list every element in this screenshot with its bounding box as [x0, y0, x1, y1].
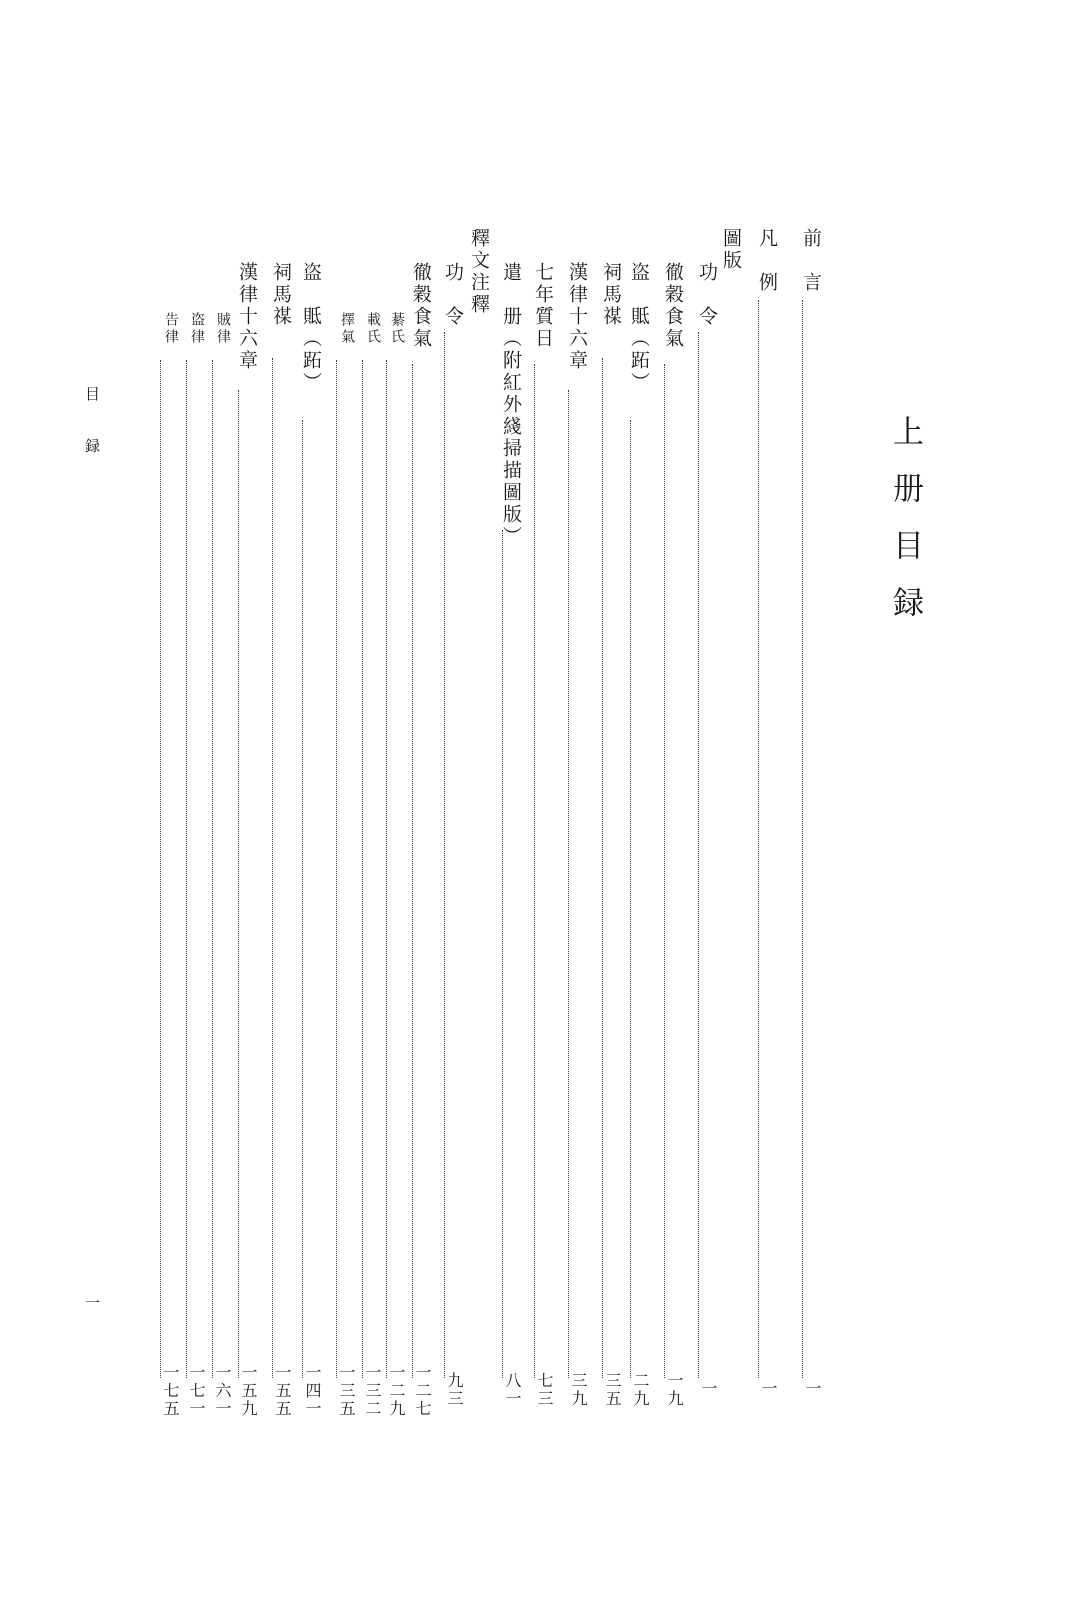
toc-leader-dots [412, 364, 413, 1378]
page-title: 上册目録 [887, 415, 923, 643]
toc-entry-label: 盗 貾（跖） [628, 262, 650, 394]
toc-entry-label: 釋文注釋 [468, 228, 490, 316]
running-head: 目 録 [83, 386, 101, 464]
toc-leader-dots [502, 530, 503, 1378]
toc-entry[interactable] [586, 0, 620, 1599]
toc-page-number: 一二七 [413, 1364, 432, 1418]
toc-entry-label: 載氏 [365, 312, 381, 346]
toc-leader-dots [160, 360, 161, 1378]
toc-entry-label: 七年質日 [532, 262, 554, 350]
toc-leader-dots [186, 360, 187, 1378]
toc-entry[interactable] [286, 0, 320, 1599]
toc-leader-dots [568, 390, 569, 1378]
toc-entry-label: 祠馬禖 [600, 262, 622, 328]
toc-entry-label: 漢律十六章 [236, 262, 258, 372]
toc-entry-label: 漢律十六章 [566, 262, 588, 372]
toc-page-number: 二九 [631, 1372, 650, 1408]
toc-page-number: 一九 [665, 1372, 684, 1408]
toc-entry-label: 功 令 [696, 262, 718, 328]
toc-entry-label: 賊律 [215, 312, 231, 346]
toc-leader-dots [272, 358, 273, 1378]
toc-page-number: 一二九 [387, 1364, 406, 1418]
toc-page-number: 一四一 [303, 1364, 322, 1418]
toc-entry[interactable] [320, 0, 354, 1599]
toc-page-number: 一 [803, 1380, 822, 1398]
toc-entry[interactable] [648, 0, 682, 1599]
toc-entry[interactable] [144, 0, 178, 1599]
toc-page-number: 一三五 [337, 1364, 356, 1418]
toc-entry[interactable] [742, 0, 776, 1599]
toc-entry-label: 遣 册（附紅外綫掃描圖版） [500, 262, 522, 548]
toc-entry-label: 功 令 [442, 262, 464, 328]
toc-leader-dots [238, 390, 239, 1378]
toc-page-number: 一 [759, 1380, 778, 1398]
toc-page-number: 一 [699, 1380, 718, 1398]
folio-number: 一 [83, 1295, 101, 1310]
toc-entry-label: 徹穀食氣 [410, 262, 432, 350]
toc-page-number: 八一 [503, 1372, 522, 1408]
toc-leader-dots [386, 360, 387, 1378]
toc-page-number: 九三 [445, 1372, 464, 1408]
toc-page-number: 三五 [603, 1372, 622, 1408]
toc-entry-label: 祠馬禖 [270, 262, 292, 328]
toc-leader-dots [336, 360, 337, 1378]
toc-page-number: 一六一 [213, 1364, 232, 1418]
toc-leader-dots [802, 300, 803, 1378]
toc-entry-label: 凡 例 [756, 228, 778, 294]
toc-page-number: 一三二 [363, 1364, 382, 1418]
toc-entry-label: 盗 貾（跖） [300, 262, 322, 394]
toc-page-number: 一五九 [239, 1364, 258, 1418]
toc-entry[interactable] [552, 0, 586, 1599]
toc-page-number: 三九 [569, 1372, 588, 1408]
toc-leader-dots [664, 364, 665, 1378]
toc-leader-dots [534, 364, 535, 1378]
toc-entry-label: 告律 [163, 312, 179, 346]
toc-leader-dots [698, 332, 699, 1378]
toc-entry[interactable] [486, 0, 520, 1599]
toc-page-number: 一五五 [273, 1364, 292, 1418]
toc-leader-dots [758, 300, 759, 1378]
toc-leader-dots [602, 358, 603, 1378]
toc-page-number: 七三 [535, 1372, 554, 1408]
toc-entry[interactable] [682, 0, 716, 1599]
toc-entry[interactable] [786, 0, 820, 1599]
toc-entry-label: 擇氣 [339, 312, 355, 346]
toc-page-number: 一七五 [161, 1364, 180, 1418]
toc-entry-label: 徹穀食氣 [662, 262, 684, 350]
toc-leader-dots [630, 420, 631, 1378]
toc-leader-dots [362, 360, 363, 1378]
toc-entry-label: 盗律 [189, 312, 205, 346]
toc-page-number: 一七一 [187, 1364, 206, 1418]
toc-entry-label: 綦氏 [389, 312, 405, 346]
toc-entry[interactable] [256, 0, 290, 1599]
toc-entry-label: 前 言 [800, 228, 822, 294]
toc-leader-dots [302, 420, 303, 1378]
toc-entry[interactable] [428, 0, 462, 1599]
toc-leader-dots [212, 360, 213, 1378]
toc-entry[interactable] [518, 0, 552, 1599]
toc-leader-dots [444, 332, 445, 1378]
toc-entry-label: 圖版 [720, 228, 742, 272]
